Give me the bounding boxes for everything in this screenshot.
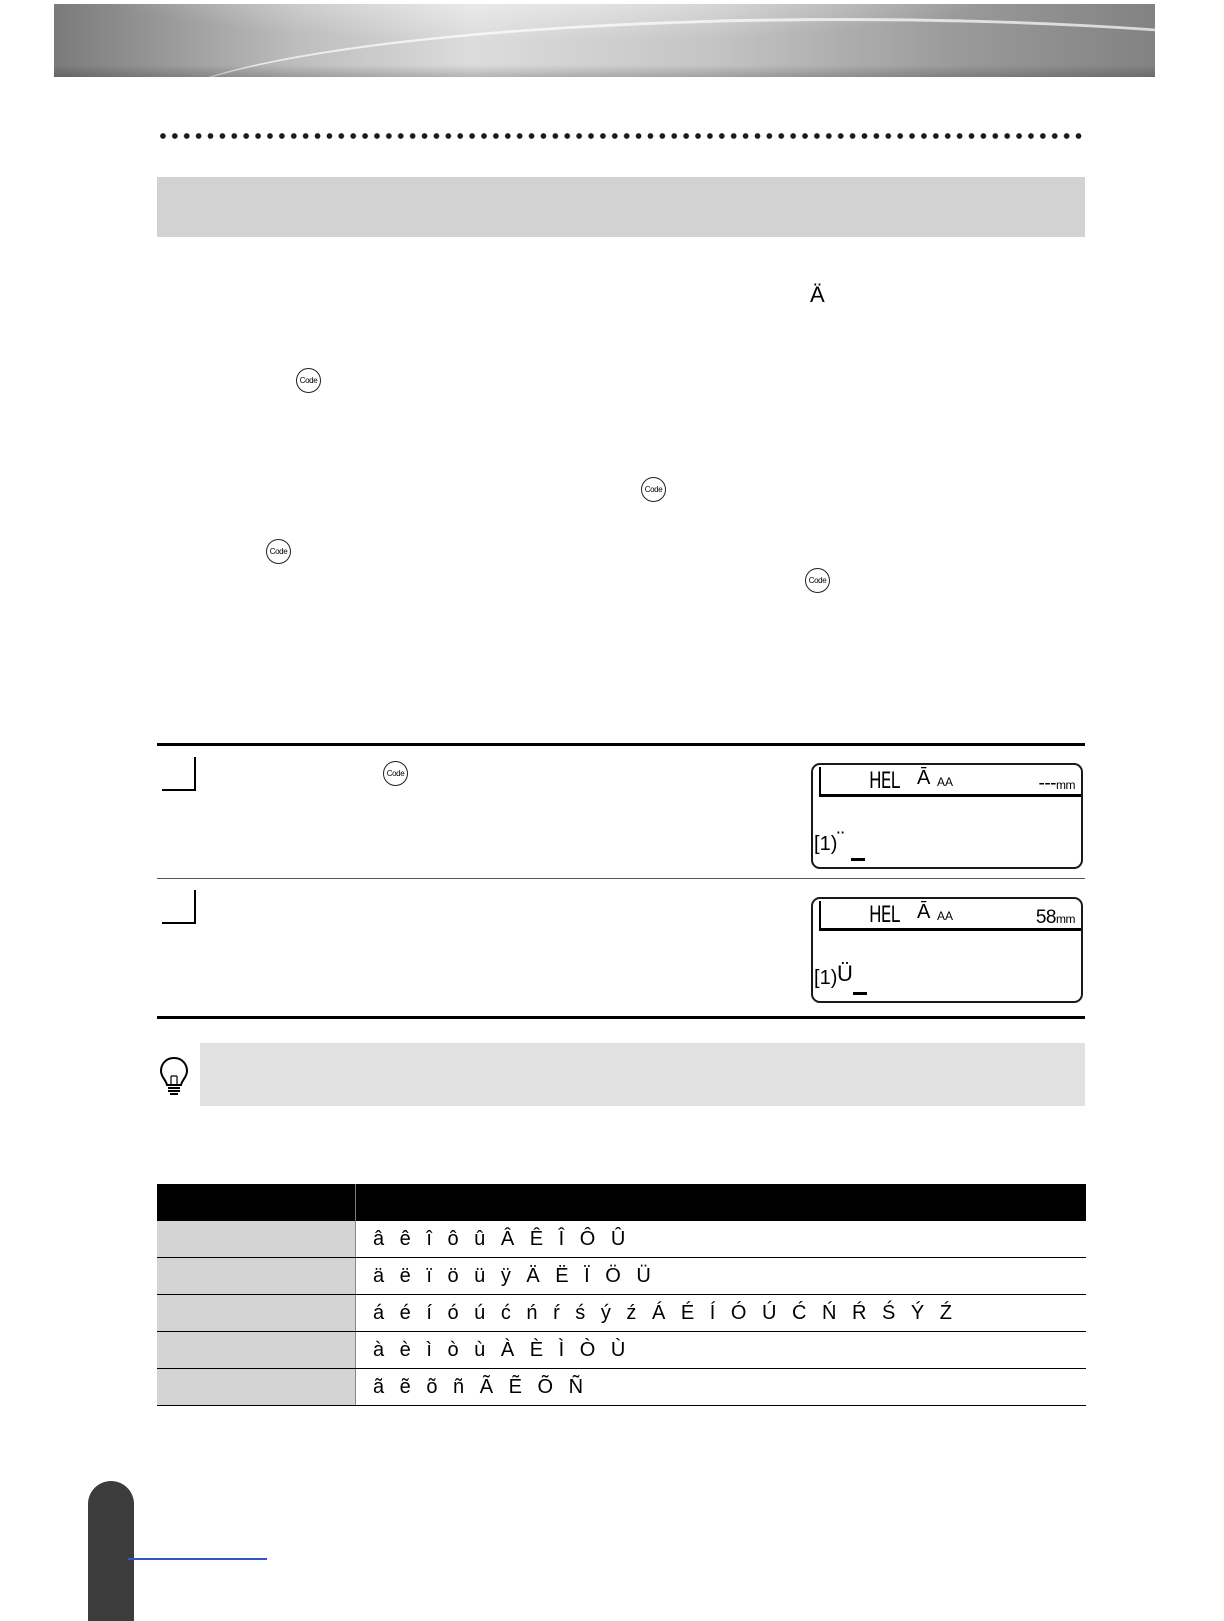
table-header-row: [157, 1184, 1086, 1221]
table-header-cell: [356, 1184, 1087, 1221]
lcd-entry: ¨: [837, 827, 845, 852]
code-key-icon: Code: [266, 539, 291, 564]
table-row: [157, 1258, 1086, 1295]
table-row: [157, 1369, 1086, 1406]
table-row: [157, 1332, 1086, 1369]
table-label-cell: [157, 1332, 356, 1369]
lightbulb-icon: [158, 1056, 190, 1096]
lcd-accent-glyph-small: A A: [937, 909, 953, 923]
step-1-marker: [162, 757, 196, 791]
section-title-box: [157, 177, 1085, 237]
table-label-cell: [157, 1258, 356, 1295]
lcd-display-1: [811, 763, 1083, 869]
table-characters-cell: à è ì ò ù À È Ì Ò Ù: [356, 1332, 1087, 1369]
table-characters-cell: â ê î ô û Â Ê Î Ô Û: [356, 1221, 1087, 1258]
table-row: [157, 1221, 1086, 1258]
code-key-icon: Code: [296, 368, 321, 393]
lcd-accent-glyph: Ā: [917, 901, 931, 923]
code-key-icon: Code: [641, 477, 666, 502]
step-2-marker: [162, 890, 196, 924]
lcd-length: 58mm: [1035, 907, 1075, 928]
code-key-icon: Code: [383, 761, 408, 786]
lcd-cursor: [851, 858, 865, 861]
page-number-tab: [88, 1481, 134, 1621]
step-divider: [157, 878, 1085, 879]
steps-top-rule: [157, 743, 1085, 746]
header-banner: [54, 4, 1155, 77]
table-header-cell: [157, 1184, 356, 1221]
accent-table: [157, 1184, 1086, 1406]
table-label-cell: [157, 1295, 356, 1332]
steps-bottom-rule: [157, 1016, 1085, 1019]
lcd-cursor: [853, 992, 867, 995]
footer-link[interactable]: [128, 1558, 267, 1560]
lcd-text: HEL: [869, 769, 900, 794]
lcd-length: ---mm: [1038, 773, 1075, 794]
table-label-cell: [157, 1221, 356, 1258]
table-characters-cell: ã ẽ õ ñ Ã Ẽ Õ Ñ: [356, 1369, 1087, 1406]
table-row: [157, 1295, 1086, 1332]
lcd-line-number: [1): [814, 967, 838, 989]
hint-box: [200, 1043, 1085, 1106]
code-key-icon: Code: [805, 568, 830, 593]
inline-accented-char: Ä: [810, 282, 825, 307]
dotted-divider: [157, 132, 1085, 140]
lcd-text: HEL: [869, 903, 900, 928]
table-label-cell: [157, 1369, 356, 1406]
table-characters-cell: ä ë ï ö ü ÿ Ä Ë Ï Ö Ü: [356, 1258, 1087, 1295]
lcd-accent-glyph-small: A A: [937, 775, 953, 789]
lcd-entry: Ü: [837, 961, 853, 986]
table-characters-cell: á é í ó ú ć ń ŕ ś ý ź Á É Í Ó Ú Ć Ń Ŕ Ś Ý Ź: [356, 1295, 1087, 1332]
lcd-line-number: [1): [814, 833, 838, 855]
lcd-accent-glyph: Ā: [917, 767, 931, 789]
lcd-display-2: [811, 897, 1083, 1003]
